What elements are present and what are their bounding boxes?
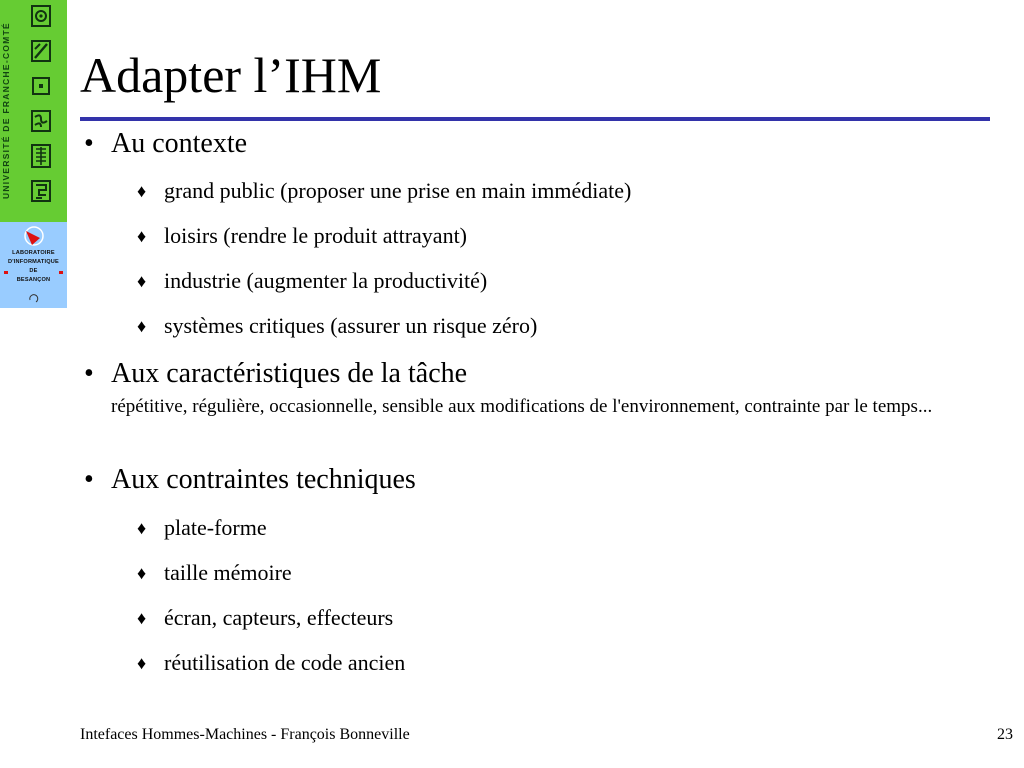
sub-item-label: grand public (proposer une prise en main immédiate)	[164, 178, 632, 203]
bullet-item-label: Aux contraintes techniques	[111, 464, 416, 495]
sub-item	[137, 223, 467, 250]
bullet-item-context	[84, 128, 247, 160]
lab-emblem-icon	[22, 226, 46, 248]
bullet-dot-icon: •	[84, 128, 94, 159]
lab-left-marker	[4, 271, 8, 274]
sub-item	[137, 605, 393, 632]
footer-text: Intefaces Hommes-Machines - François Bonneville	[80, 726, 410, 743]
wave-emblem-icon	[30, 109, 52, 133]
sub-item	[137, 515, 267, 542]
lab-logo	[0, 222, 67, 308]
sub-item-label: réutilisation de code ancien	[164, 650, 406, 675]
lab-swirl-icon	[28, 292, 40, 304]
lab-line-2: D'INFORMATIQUE	[8, 259, 59, 265]
task-detail-text: répétitive, régulière, occasionnelle, sensible aux modifications de l'environnement, contrainte par le temps...	[111, 396, 933, 417]
sub-item	[137, 313, 537, 340]
diamond-bullet-icon: ♦	[137, 181, 147, 201]
sub-item	[137, 268, 487, 295]
grid-emblem-icon	[30, 144, 52, 168]
sub-item-label: écran, capteurs, effecteurs	[164, 605, 394, 630]
bullet-item-label: Aux caractéristiques de la tâche	[111, 358, 468, 389]
spiral-emblem-icon	[30, 4, 52, 28]
sub-item-label: taille mémoire	[164, 560, 292, 585]
square-emblem-icon	[30, 74, 52, 98]
sub-item-label: industrie (augmenter la productivité)	[164, 268, 488, 293]
lab-right-marker	[59, 271, 63, 274]
diamond-bullet-icon: ♦	[137, 316, 147, 336]
sub-item-label: systèmes critiques (assurer un risque zéro)	[164, 313, 538, 338]
lab-line-4: BESANÇON	[16, 277, 51, 283]
university-logo	[0, 0, 67, 222]
maze-emblem-icon	[30, 179, 52, 203]
diamond-bullet-icon: ♦	[137, 563, 147, 583]
lab-line-1: LABORATOIRE	[12, 250, 55, 256]
slide-title: Adapter l’IHM	[80, 47, 382, 103]
university-name: UNIVERSITÉ DE FRANCHE-COMTÉ	[1, 22, 11, 200]
diamond-bullet-icon: ♦	[137, 271, 147, 291]
diamond-bullet-icon: ♦	[137, 518, 147, 538]
diamond-bullet-icon: ♦	[137, 608, 147, 628]
page-number: 23	[997, 726, 1013, 743]
lab-line-3: DE	[29, 268, 38, 274]
sub-item	[137, 178, 631, 205]
diagonal-emblem-icon	[30, 39, 52, 63]
sub-item	[137, 560, 292, 587]
title-underline	[80, 117, 990, 121]
bullet-dot-icon: •	[84, 464, 94, 495]
sub-item-label: plate-forme	[164, 515, 267, 540]
bullet-dot-icon: •	[84, 358, 94, 389]
diamond-bullet-icon: ♦	[137, 226, 147, 246]
diamond-bullet-icon: ♦	[137, 653, 147, 673]
sub-item	[137, 650, 405, 677]
bullet-item-task	[84, 358, 467, 390]
bullet-item-technical	[84, 464, 416, 496]
bullet-item-label: Au contexte	[111, 128, 248, 159]
sub-item-label: loisirs (rendre le produit attrayant)	[164, 223, 468, 248]
